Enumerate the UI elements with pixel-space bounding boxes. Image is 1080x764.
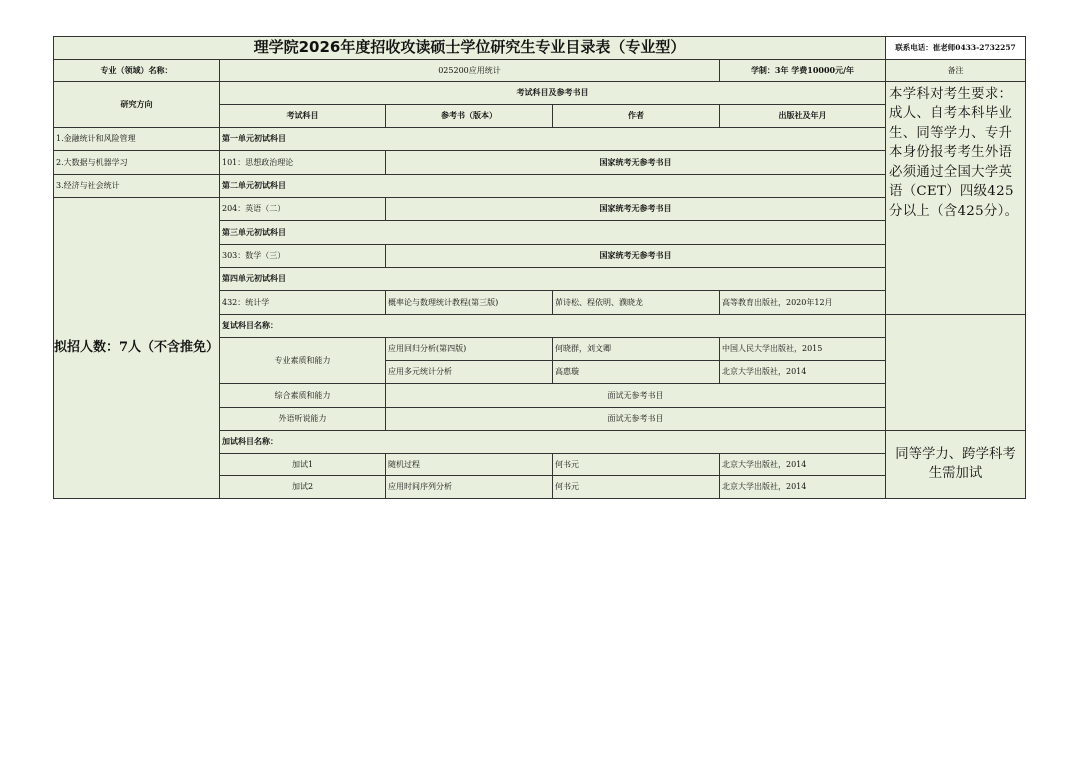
author-432: 茆诗松、程依明、濮晓龙 (553, 291, 720, 315)
interview-no-ref-2: 面试无参考书目 (386, 408, 886, 431)
extra-book-2: 应用时间序列分析 (386, 476, 553, 499)
extra-author-2: 何书元 (553, 476, 720, 499)
retest-author-2: 高惠璇 (553, 361, 720, 384)
retest-comprehensive: 综合素质和能力 (220, 384, 386, 408)
remarks-blank (886, 315, 1026, 431)
research-direction-1: 1.金融统计和风险管理 (53, 128, 220, 151)
subject-204: 204：英语（二） (220, 198, 386, 221)
retest-book-1: 应用回归分析(第四版) (386, 338, 553, 361)
col-subject: 考试科目 (220, 105, 386, 128)
subject-101: 101：思想政治理论 (220, 151, 386, 175)
enrollment-count: 拟招人数：7人（不含推免） (53, 198, 220, 499)
unit3-heading: 第三单元初试科目 (220, 221, 886, 245)
extra-heading: 加试科目名称： (220, 431, 886, 454)
research-heading: 研究方向 (53, 82, 220, 128)
retest-book-2: 应用多元统计分析 (386, 361, 553, 384)
extra-publisher-2: 北京大学出版社，2014 (720, 476, 886, 499)
research-direction-3: 3.经济与社会统计 (53, 175, 220, 198)
duration-fee: 学制：3年 学费10000元/年 (720, 60, 886, 82)
remarks-requirement: 本学科对考生要求：成人、自考本科毕业生、同等学力、专升本身份报考考生外语必须通过全国大学英语（CET）四级425分以上（含425分）。 (886, 82, 1026, 315)
major-label: 专业（领域）名称： (53, 60, 220, 82)
retest-professional: 专业素质和能力 (220, 338, 386, 384)
retest-listening: 外语听说能力 (220, 408, 386, 431)
extra-publisher-1: 北京大学出版社，2014 (720, 454, 886, 476)
research-direction-2: 2.大数据与机器学习 (53, 151, 220, 175)
major-value: 025200应用统计 (220, 60, 720, 82)
page-title: 理学院2026年度招收攻读硕士学位研究生专业目录表（专业型） (53, 36, 886, 60)
retest-publisher-1: 中国人民大学出版社，2015 (720, 338, 886, 361)
col-book: 参考书（版本） (386, 105, 553, 128)
contact-phone: 联系电话：崔老师0433-2732257 (886, 36, 1026, 60)
subject-303: 303：数学（三） (220, 245, 386, 268)
unified-no-ref-101: 国家统考无参考书目 (386, 151, 886, 175)
retest-author-1: 何晓群，刘文卿 (553, 338, 720, 361)
col-author: 作者 (553, 105, 720, 128)
interview-no-ref-1: 面试无参考书目 (386, 384, 886, 408)
retest-publisher-2: 北京大学出版社，2014 (720, 361, 886, 384)
retest-heading: 复试科目名称： (220, 315, 886, 338)
publisher-432: 高等教育出版社，2020年12月 (720, 291, 886, 315)
extra-author-1: 何书元 (553, 454, 720, 476)
col-publisher: 出版社及年月 (720, 105, 886, 128)
unit4-heading: 第四单元初试科目 (220, 268, 886, 291)
extra-name-2: 加试2 (220, 476, 386, 499)
extra-book-1: 随机过程 (386, 454, 553, 476)
remarks-label: 备注 (886, 60, 1026, 82)
unit1-heading: 第一单元初试科目 (220, 128, 886, 151)
exam-heading: 考试科目及参考书目 (220, 82, 886, 105)
subject-432: 432：统计学 (220, 291, 386, 315)
extra-name-1: 加试1 (220, 454, 386, 476)
unified-no-ref-303: 国家统考无参考书目 (386, 245, 886, 268)
book-432: 概率论与数理统计教程(第三版) (386, 291, 553, 315)
catalog-sheet (53, 36, 1026, 499)
unified-no-ref-204: 国家统考无参考书目 (386, 198, 886, 221)
remarks-extra-test: 同等学力、跨学科考生需加试 (886, 431, 1026, 499)
unit2-heading: 第二单元初试科目 (220, 175, 886, 198)
